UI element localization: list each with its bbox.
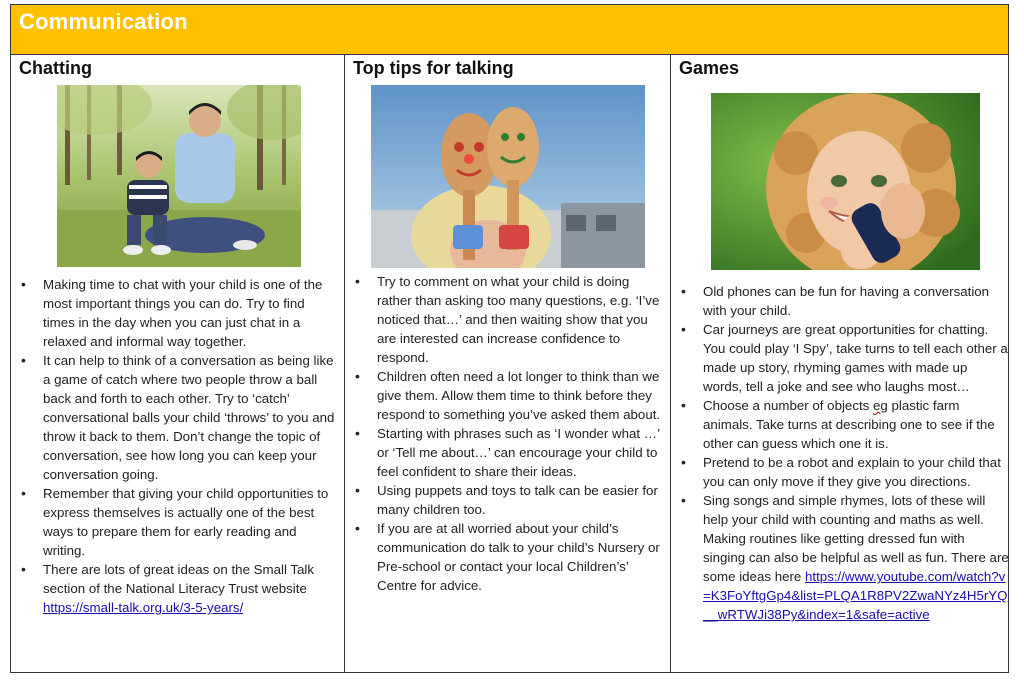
- page-title: Communication: [19, 9, 188, 34]
- top-tips-list: [345, 272, 663, 595]
- list-item: • Children often need a lot longer to think than we give them. Allow them time to think before they respond to something you’ve asked them about.: [345, 367, 663, 424]
- document-table: [10, 4, 1009, 673]
- spellcheck-word: eg: [873, 398, 888, 413]
- column-heading-games: Games: [679, 58, 740, 78]
- chatting-tips-list: [11, 275, 337, 617]
- list-item-text: There are lots of great ideas on the Small Talk section of the National Literacy Trust website: [43, 562, 315, 596]
- title-banner: [11, 5, 1008, 55]
- list-item: [671, 396, 1010, 453]
- list-item: • Starting with phrases such as ‘I wonder what …’ or ‘Tell me about…’ can encourage your child to feel confident to share their ideas.: [345, 424, 663, 481]
- column-heading-top-tips: Top tips for talking: [353, 58, 514, 78]
- youtube-link[interactable]: https://www.youtube.com/watch?v=K3FoYftgGp4&list=PLQA1R8PV2ZwaNYz4H5rYQ__wRTWJi38Py&index=1&safe=active: [703, 569, 1008, 622]
- column-chatting: [11, 55, 345, 672]
- list-item-text: Choose a number of objects: [703, 398, 874, 413]
- column-heading-chatting: Chatting: [19, 58, 92, 78]
- photo-father-and-son: [57, 85, 301, 267]
- column-top-tips: [345, 55, 671, 672]
- list-item: [671, 491, 1010, 624]
- list-item-text: plastic farm animals. Take turns at describing one to see if the other can guess which one it is.: [703, 398, 995, 451]
- list-item: • If you are at all worried about your child’s communication do talk to your child’s Nursery or Pre-school or contact your local Children’s’ Centre for advice.: [345, 519, 663, 595]
- list-item: • Try to comment on what your child is doing rather than asking too many questions, e.g. ‘I’ve noticed that…’ and then waiting show that you are interested can increase confidence to respond.: [345, 272, 663, 367]
- small-talk-link[interactable]: https://small-talk.org.uk/3-5-years/: [43, 600, 244, 615]
- list-item: [11, 560, 337, 617]
- column-games: [671, 55, 1008, 672]
- photo-girl-on-phone: [711, 93, 980, 270]
- list-item: • Old phones can be fun for having a conversation with your child.: [671, 282, 1010, 320]
- list-item-text: Sing songs and simple rhymes, lots of these will help your child with counting and maths as well. Making routines like getting dressed fun with singing can also be helpful as well as fun. There are some ideas here: [703, 493, 1009, 584]
- games-list: [671, 282, 1010, 624]
- list-item: • Using puppets and toys to talk can be easier for many children too.: [345, 481, 663, 519]
- list-item: • It can help to think of a conversation as being like a game of catch where two people throw a ball back and forth to each other. Try to ‘catch’ conversational balls your child ‘throws’ to you and throw it back to them. Don’t change the topic of conversation, see how long you can keep your conversation going.: [11, 351, 337, 484]
- list-item: • Remember that giving your child opportunities to express themselves is actually one of the best ways to prepare them for early reading and writing.: [11, 484, 337, 560]
- list-item: • Car journeys are great opportunities for chatting. You could play ‘I Spy’, take turns to tell each other a made up story, rhyming games with made up words, tell a joke and see who laughs most…: [671, 320, 1010, 396]
- list-item: • Pretend to be a robot and explain to your child that you can only move if they give you directions.: [671, 453, 1010, 491]
- photo-child-with-spoon-puppets: [371, 85, 645, 268]
- list-item: • Making time to chat with your child is one of the most important things you can do. Try to find times in the day when you can just chat in a relaxed and informal way together.: [11, 275, 337, 351]
